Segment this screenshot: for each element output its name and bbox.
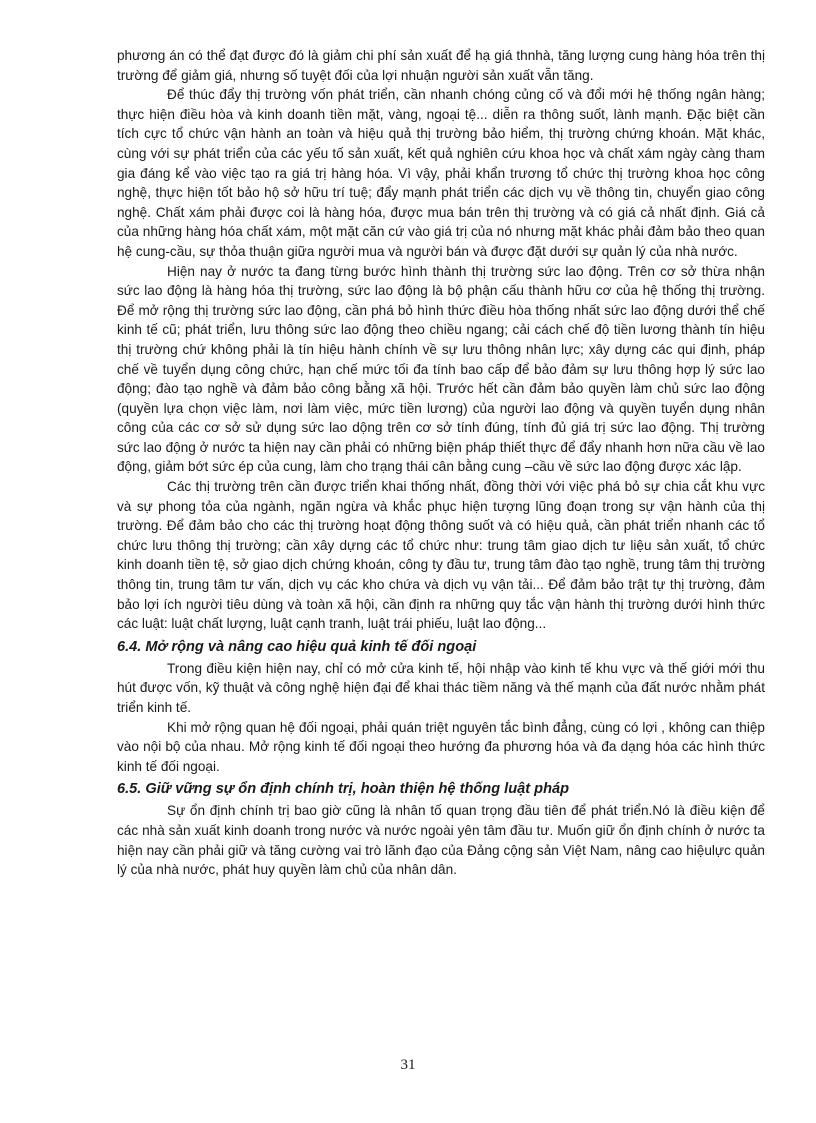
paragraph-foreign-relations: Khi mở rộng quan hệ đối ngoại, phải quán triệt nguyên tắc bình đẳng, cùng có lợi , không can thiệp vào nội bộ của nhau. Mở rộng kinh tế đối ngoại theo hướng đa phương hóa và đa dạng hóa các hình thức kinh tế đối ngoại. xyxy=(117,719,765,774)
page-body xyxy=(117,46,765,880)
page-number: 31 xyxy=(400,1057,416,1073)
section-heading-6-5: 6.5. Giữ vững sự ổn định chính trị, hoàn thiện hệ thống luật pháp xyxy=(117,781,570,798)
paragraph-opening-economy: Trong điều kiện hiện nay, chỉ có mở cửa kinh tế, hội nhập vào kinh tế khu vực và thế giới mới thu hút được vốn, kỹ thuật và công nghệ hiện đại để khai thác tiềm năng và thế mạnh của đất nước nhằm phát triển kinh tế. xyxy=(117,660,765,715)
paragraph-continued: phương án có thể đạt được đó là giảm chi phí sản xuất để hạ giá thnhà, tăng lượng cung hàng hóa trên thị trường để giảm giá, nhưng số tuyệt đối của lợi nhuận người sản xuất vẫn tăng. xyxy=(117,48,765,83)
paragraph-political-stability: Sự ổn định chính trị bao giờ cũng là nhân tố quan trọng đầu tiên để phát triển.Nó là điều kiện để các nhà sản xuất kinh doanh trong nước và nước ngoài yên tâm đầu tư. Muốn giữ ổn định chính ở nước ta hiện nay cần phải giữ và tăng cường vai trò lãnh đạo của Đảng cộng sản Việt Nam, nâng cao hiệulực quản lý của nhà nước, phát huy quyền làm chủ của nhân dân. xyxy=(117,803,765,878)
paragraph-labor-market: Hiện nay ở nước ta đang từng bước hình thành thị trường sức lao động. Trên cơ sở thừa nhận sức lao động là hàng hóa thị trường, sức lao động là bộ phận cấu thành hữu cơ của hệ thống thị trường. Để mở rộng thị trường sức lao động, cần phá bỏ hình thức điều hòa thống nhất sức lao động dưới thể chế kinh tế cũ; phát triển, lưu thông sức lao động theo chiều ngang; cải cách chế độ tiền lương thành tín hiệu thị trường chứ không phải là tín hiệu hành chính về sự lưu thông nhân lực; xây dựng các qui định, pháp chế về tuyển dụng công chức, hạn chế mức tối đa tính bao cấp để bảo đảm sự lưu thông hợp lý sức lao động; đào tạo nghề và đảm bảo công bằng xã hội. Trước hết cần đảm bảo quyền làm chủ sức lao động (quyền lựa chọn việc làm, nơi làm việc, mức tiền lương) của người lao động và quyền tuyển dụng nhân công của các cơ sở sử dụng sức lao dộng trên cơ sở tính đúng, tính đủ giá trị sức lao động. Thị trường sức lao động ở nước ta hiện nay cần phải có những biện pháp thiết thực để đẩy nhanh hơn nữa cầu về lao động, giảm bớt sức ép của cung, làm cho trạng thái cân bằng cung –cầu về sức lao động được xác lập. xyxy=(117,263,765,475)
paragraph-capital-market: Để thúc đẩy thị trường vốn phát triển, cần nhanh chóng củng cố và đổi mới hệ thống ngân hàng; thực hiện điều hòa và kinh doanh tiền mặt, vàng, ngoại tệ... diễn ra thông suốt, lành mạnh. Đặc biệt cần tích cực tổ chức vận hành an toàn và hiệu quả thị trường bảo hiểm, thị trường chứng khoán. Mặt khác, cùng với sự phát triển của các yếu tố sản xuất, kết quả nghiên cứu khoa học và chất xám ngày càng tham gia đáng kể vào việc tạo ra giá trị hàng hóa. Vì vậy, phải khẩn trương tổ chức thị trường khoa học công nghệ, thực hiện tốt bảo hộ sở hữu trí tuệ; đẩy mạnh phát triển các dịch vụ về thông tin, chuyển giao công nghệ. Chất xám phải được coi là hàng hóa, được mua bán trên thị trường và có giá cả nhất định. Giá cả của những hàng hóa chất xám, một mặt căn cứ vào giá trị của nó nhưng mặt khác phải đảm bảo theo quan hệ cung-cầu, sự thỏa thuận giữa người mua và người bán và được đặt dưới sự quản lý của nhà nước. xyxy=(117,87,765,259)
paragraph-market-unification: Các thị trường trên cần được triển khai thống nhất, đồng thời với việc phá bỏ sự chia cắt khu vực và sự phong tỏa của ngành, ngăn ngừa và khắc phục hiện tượng lũng đoạn trong sự vận hành của thị trường. Để đảm bảo cho các thị trường hoạt động thông suốt và có hiệu quả, cần phát triển nhanh các tổ chức lưu thông thị trường; cần xây dựng các tổ chức như: trung tâm giao dịch tư liệu sản xuất, tổ chức kinh doanh tiền tệ, sở giao dịch chứng khoán, công ty đầu tư, trung tâm đào tạo nghề, trung tâm thị trường thông tin, trung tâm tư vấn, dịch vụ các kho chứa và dịch vụ vận tải... Để đảm bảo trật tự thị trường, đảm bảo lợi ích người tiêu dùng và toàn xã hội, cần định ra những quy tắc vận hành thị trường dưới hình thức các luật: luật chất lượng, luật cạnh tranh, luật trái phiếu, luật lao động... xyxy=(117,479,765,632)
section-heading-6-4: 6.4. Mở rộng và nâng cao hiệu quả kinh tế đối ngoại xyxy=(117,638,477,655)
